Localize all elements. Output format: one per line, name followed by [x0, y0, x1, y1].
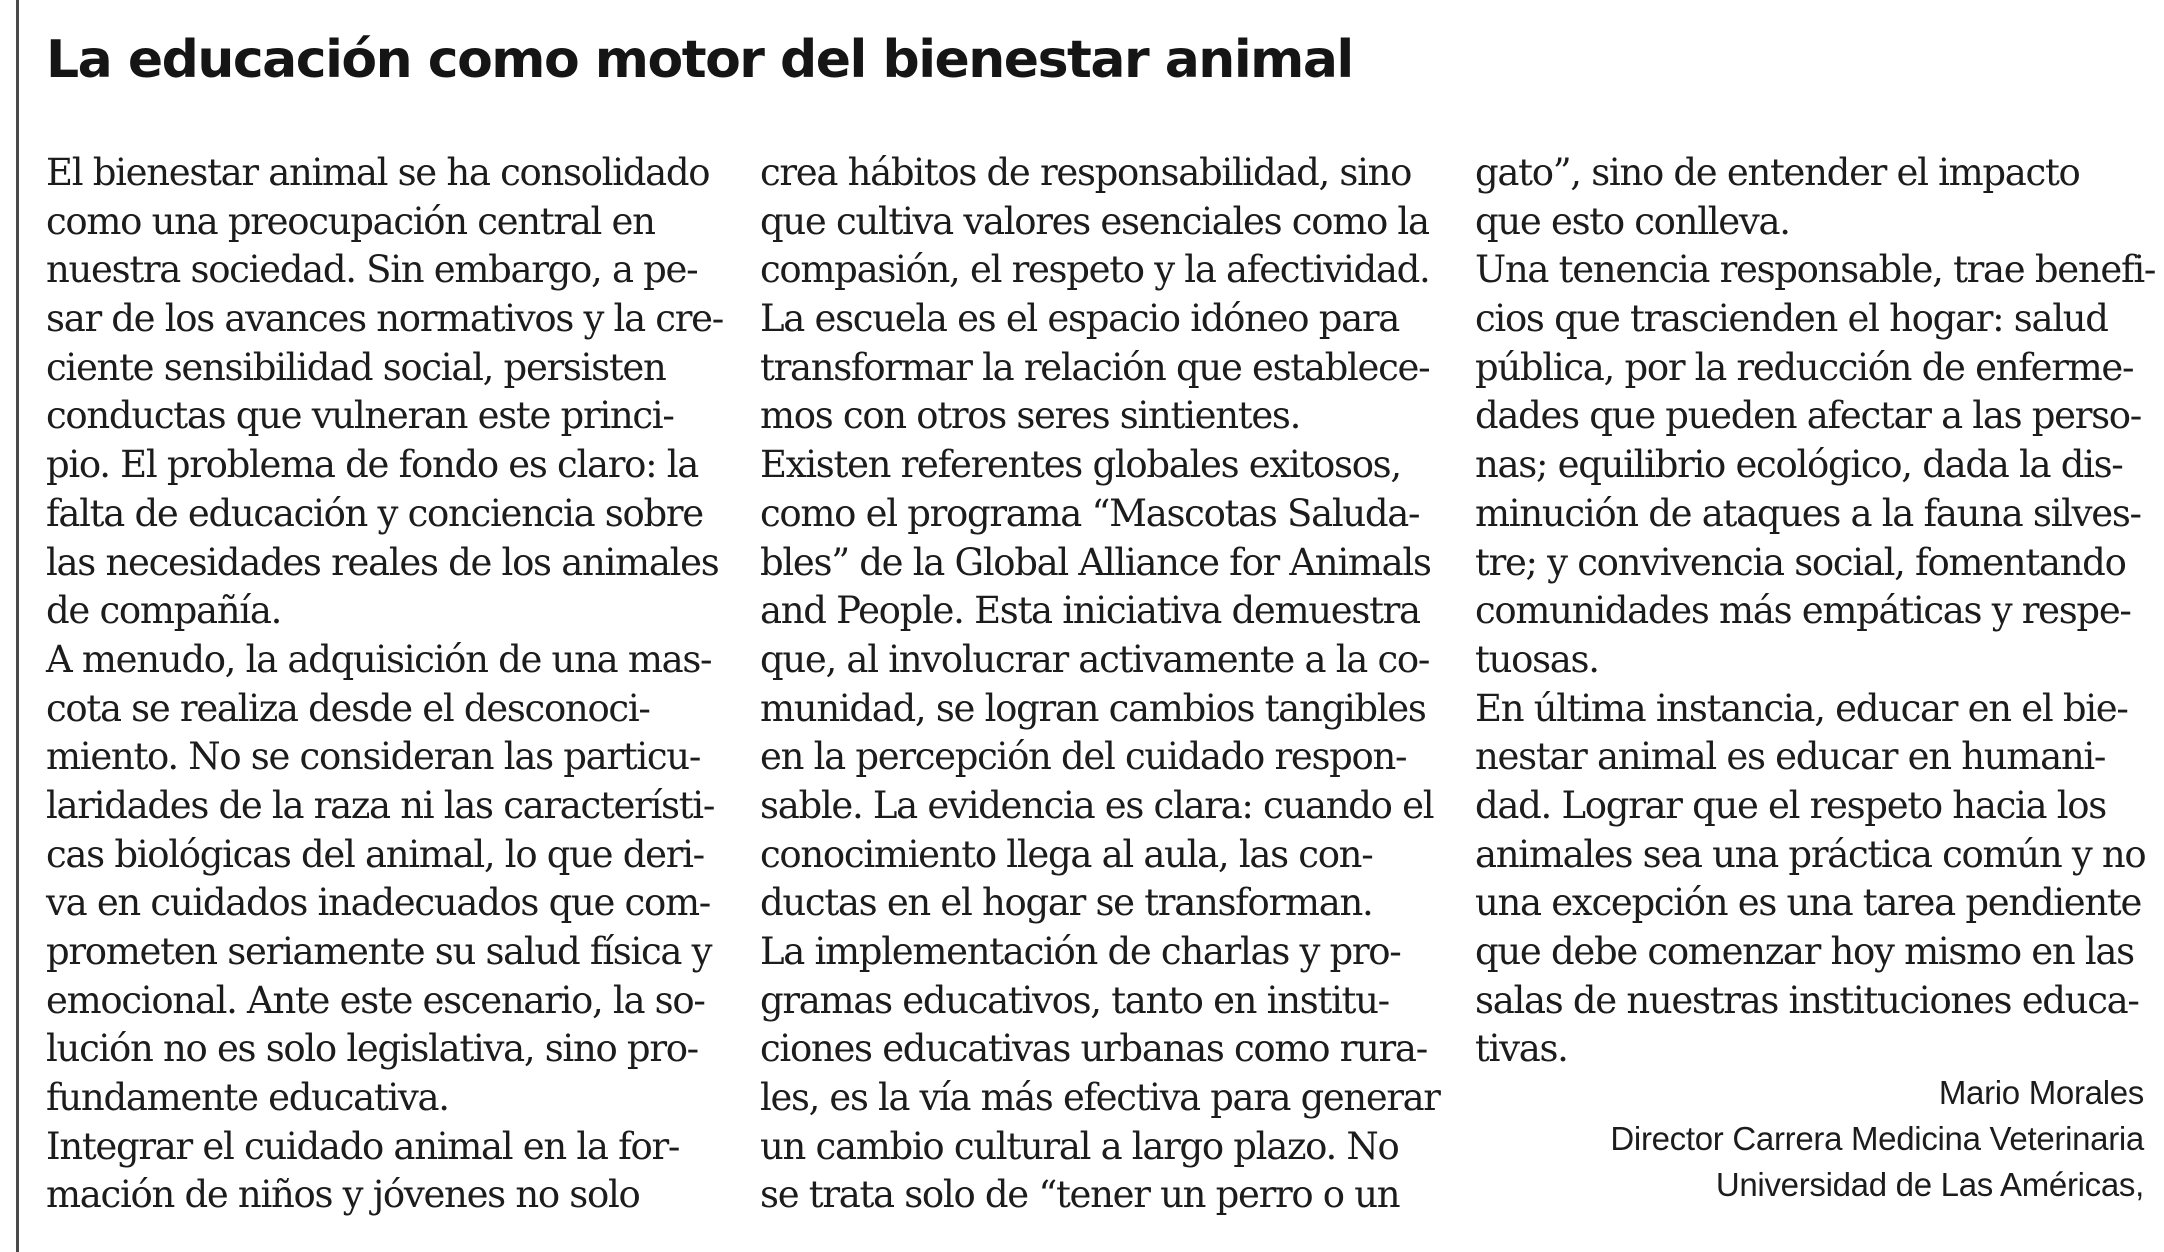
text-line: bles” de la Global Alliance for Animals — [760, 540, 1431, 584]
text-line: gramas educativos, tanto en institu- — [760, 978, 1389, 1022]
text-line: fundamente educativa. — [46, 1076, 449, 1120]
text-line: salas de nuestras instituciones educa- — [1475, 978, 2139, 1022]
text-line: una excepción es una tarea pendiente — [1475, 881, 2142, 925]
text-line: sable. La evidencia es clara: cuando el — [760, 783, 1434, 827]
text-line: En última instancia, educar en el bie- — [1475, 686, 2128, 730]
text-line: que esto conlleva. — [1475, 199, 1790, 243]
text-line: and People. Esta iniciativa demuestra — [760, 589, 1420, 633]
text-line: cas biológicas del animal, lo que deri- — [46, 832, 704, 876]
text-line: cios que trascienden el hogar: salud — [1475, 297, 2108, 341]
text-line: dad. Lograr que el respeto hacia los — [1475, 783, 2106, 827]
text-line: tre; y convivencia social, fomentando — [1475, 540, 2126, 584]
author-role: Director Carrera Medicina Veterinaria — [1610, 1120, 2144, 1157]
text-line: Integrar el cuidado animal en la for- — [46, 1124, 680, 1168]
text-line: minución de ataques a la fauna silves- — [1475, 491, 2141, 535]
text-line: munidad, se logran cambios tangibles — [760, 686, 1426, 730]
text-column-1 — [46, 149, 726, 1220]
text-column-3 — [1475, 149, 2155, 1074]
text-line: nuestra sociedad. Sin embargo, a pe- — [46, 248, 698, 292]
text-line: prometen seriamente su salud física y — [46, 930, 712, 973]
text-line: Una tenencia responsable, trae benefi- — [1475, 248, 2156, 292]
text-line: ciones educativas urbanas como rura- — [760, 1027, 1427, 1071]
text-line: se trata solo de “tener un perro o un — [760, 1173, 1400, 1217]
text-line: lución no es solo legislativa, sino pro- — [46, 1027, 698, 1071]
text-line: animales sea una práctica común y no — [1475, 832, 2146, 876]
text-column-2 — [760, 149, 1440, 1220]
author-institution: Universidad de Las Américas, — [1715, 1166, 2144, 1203]
text-line: Existen referentes globales exitosos, — [760, 443, 1401, 487]
text-line: emocional. Ante este escenario, la so- — [46, 978, 705, 1022]
text-line: pio. El problema de fondo es claro: la — [46, 443, 699, 487]
text-line: va en cuidados inadecuados que com- — [46, 881, 710, 925]
author-signature — [1610, 1070, 2144, 1208]
text-line: que cultiva valores esenciales como la — [760, 199, 1429, 243]
text-line: ductas en el hogar se transforman. — [760, 881, 1373, 925]
text-line: mación de niños y jóvenes no solo — [46, 1173, 640, 1217]
text-line: como el programa “Mascotas Saluda- — [760, 491, 1420, 535]
text-line: ciente sensibilidad social, persisten — [46, 345, 666, 389]
text-line: mos con otros seres sintientes. — [760, 394, 1301, 438]
text-line: nestar animal es educar en humani- — [1475, 735, 2106, 779]
text-line: gato”, sino de entender el impacto — [1475, 151, 2080, 194]
text-line: conductas que vulneran este princi- — [46, 394, 674, 438]
text-line: transformar la relación que establece- — [760, 345, 1430, 389]
text-line: en la percepción del cuidado respon- — [760, 735, 1407, 779]
text-line: miento. No se consideran las particu- — [46, 735, 701, 779]
text-line: que debe comenzar hoy mismo en las — [1475, 930, 2134, 973]
text-line: como una preocupación central en — [46, 199, 655, 243]
text-line: nas; equilibrio ecológico, dada la dis- — [1475, 443, 2123, 487]
text-line: comunidades más empáticas y respe- — [1475, 589, 2131, 633]
headline: La educación como motor del bienestar animal — [46, 30, 1353, 90]
text-line: La escuela es el espacio idóneo para — [760, 297, 1399, 341]
text-line: falta de educación y conciencia sobre — [46, 491, 703, 535]
author-name: Mario Morales — [1938, 1074, 2144, 1111]
text-line: El bienestar animal se ha consolidado — [46, 151, 710, 194]
text-line: cota se realiza desde el desconoci- — [46, 686, 650, 730]
text-line: tuosas. — [1475, 637, 1599, 681]
text-line: un cambio cultural a largo plazo. No — [760, 1124, 1399, 1168]
text-line: crea hábitos de responsabilidad, sino — [760, 151, 1412, 194]
article — [46, 28, 2156, 1238]
text-line: laridades de la raza ni las característi- — [46, 783, 715, 827]
text-line: La implementación de charlas y pro- — [760, 930, 1401, 973]
column-rule — [16, 0, 19, 1252]
text-line: sar de los avances normativos y la cre- — [46, 297, 723, 341]
text-line: compasión, el respeto y la afectividad. — [760, 248, 1430, 292]
text-line: de compañía. — [46, 589, 282, 633]
text-line: pública, por la reducción de enferme- — [1475, 345, 2134, 389]
text-line: tivas. — [1475, 1027, 1568, 1071]
text-line: dades que pueden afectar a las perso- — [1475, 394, 2141, 438]
text-line: las necesidades reales de los animales — [46, 540, 719, 584]
text-line: conocimiento llega al aula, las con- — [760, 832, 1373, 876]
text-line: que, al involucrar activamente a la co- — [760, 637, 1430, 681]
text-line: les, es la vía más efectiva para generar — [760, 1076, 1440, 1120]
text-line: A menudo, la adquisición de una mas- — [46, 637, 712, 681]
